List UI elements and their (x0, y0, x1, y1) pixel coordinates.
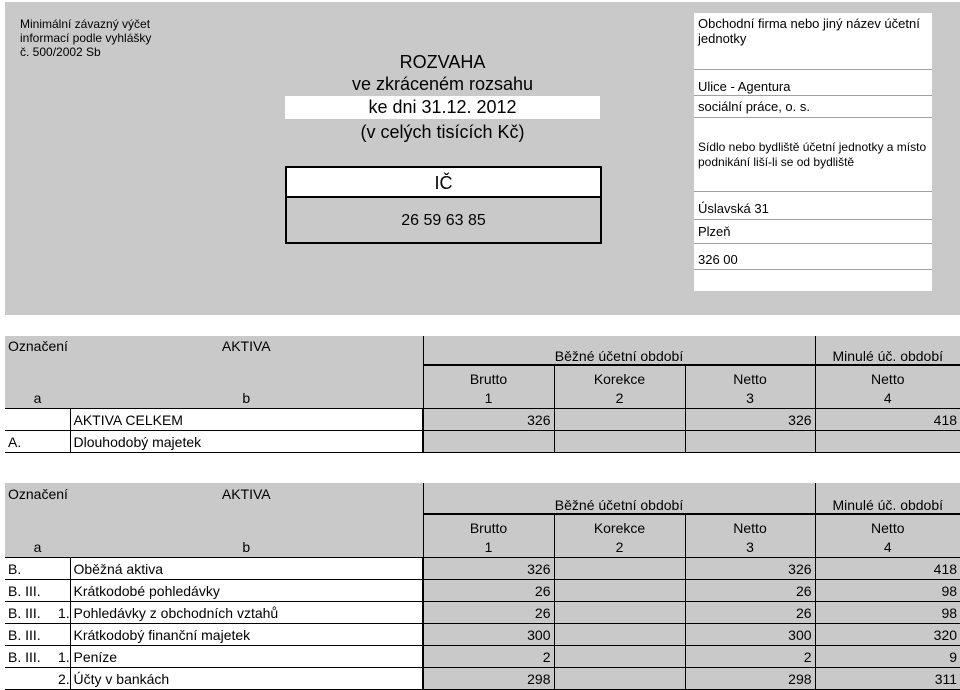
row-sub (55, 624, 70, 646)
row-code: B. III. (5, 646, 55, 668)
row-sub: 1. (55, 646, 70, 668)
col-netto: Netto (685, 365, 815, 387)
row-code: B. III. (5, 624, 55, 646)
col-b: b (70, 536, 423, 558)
row-korekce (554, 646, 685, 668)
balance-date: ke dni 31.12. 2012 (285, 96, 600, 119)
col-oznaceni: Označení (8, 486, 68, 502)
row-minule: 98 (815, 602, 960, 624)
col-korekce: Korekce (554, 365, 685, 387)
col-aktiva: AKTIVA (221, 486, 271, 502)
row-minule: 418 (815, 409, 960, 431)
col-2: 2 (554, 387, 685, 409)
legal-note-line: informací podle vyhlášky (20, 31, 152, 45)
col-3: 3 (685, 387, 815, 409)
table-row (5, 602, 960, 624)
row-netto: 26 (685, 602, 815, 624)
row-minule: 9 (815, 646, 960, 668)
row-label: AKTIVA CELKEM (70, 409, 423, 431)
col-aktiva: AKTIVA (221, 338, 271, 354)
col-oznaceni: Označení (8, 338, 68, 354)
row-code: B. III. (5, 602, 55, 624)
row-label: Peníze (70, 646, 423, 668)
col-minule: Minulé úč. období (815, 336, 960, 365)
row-brutto: 298 (423, 668, 554, 690)
row-label: Účty v bankách (70, 668, 423, 690)
row-korekce (554, 409, 685, 431)
row-minule: 98 (815, 580, 960, 602)
col-brutto: Brutto (423, 365, 554, 387)
row-sub: 1. (55, 602, 70, 624)
table-row (5, 646, 960, 668)
row-brutto: 326 (423, 558, 554, 580)
ic-value-box (285, 196, 602, 244)
row-label: Oběžná aktiva (70, 558, 423, 580)
assets-table-1 (5, 336, 960, 453)
col-netto-prev: Netto (815, 365, 960, 387)
col-1: 1 (423, 387, 554, 409)
table-row (5, 624, 960, 646)
company-name-line2: sociální práce, o. s. (698, 99, 810, 114)
row-korekce (554, 431, 685, 453)
row-brutto: 26 (423, 602, 554, 624)
col-bezne: Běžné účetní období (423, 336, 815, 365)
col-2: 2 (554, 536, 685, 558)
row-korekce (554, 602, 685, 624)
col-minule: Minulé úč. období (815, 483, 960, 514)
table-row (5, 431, 960, 453)
row-korekce (554, 624, 685, 646)
legal-note (20, 17, 170, 59)
row-sub (55, 558, 70, 580)
units-note: (v celých tisících Kč) (360, 122, 525, 142)
row-label: Pohledávky z obchodních vztahů (70, 602, 423, 624)
row-brutto: 2 (423, 646, 554, 668)
col-4: 4 (815, 536, 960, 558)
row-code: B. (5, 558, 55, 580)
row-sub (55, 580, 70, 602)
row-netto: 326 (685, 558, 815, 580)
col-1: 1 (423, 536, 554, 558)
row-minule: 311 (815, 668, 960, 690)
col-3: 3 (685, 536, 815, 558)
row-netto: 300 (685, 624, 815, 646)
row-minule: 418 (815, 558, 960, 580)
row-minule (815, 431, 960, 453)
row-label: Dlouhodobý majetek (70, 431, 423, 453)
table-row (5, 558, 960, 580)
ic-label-box (285, 166, 602, 198)
assets-table-2 (5, 483, 960, 690)
row-label: Krátkodobý finanční majetek (70, 624, 423, 646)
col-b: b (70, 387, 423, 409)
company-name-label: Obchodní firma nebo jiný název účetní jednotky (698, 16, 920, 46)
row-korekce (554, 558, 685, 580)
row-brutto (423, 431, 554, 453)
row-label: Krátkodobé pohledávky (70, 580, 423, 602)
company-name-line1: Ulice - Agentura (698, 79, 791, 94)
col-korekce: Korekce (554, 514, 685, 536)
address-label: Sídlo nebo bydliště účetní jednotky a místo podnikání liší-li se od bydliště (698, 140, 927, 169)
col-4: 4 (815, 387, 960, 409)
row-brutto: 26 (423, 580, 554, 602)
row-netto: 326 (685, 409, 815, 431)
col-netto: Netto (685, 514, 815, 536)
col-bezne: Běžné účetní období (423, 483, 815, 514)
address-city: Plzeň (698, 224, 731, 239)
row-korekce (554, 668, 685, 690)
ic-label: IČ (434, 173, 453, 193)
col-a: a (5, 387, 70, 409)
row-code (5, 668, 55, 690)
row-sub: 2. (55, 668, 70, 690)
address-zip: 326 00 (698, 252, 738, 267)
row-netto (685, 431, 815, 453)
row-netto: 2 (685, 646, 815, 668)
col-netto-prev: Netto (815, 514, 960, 536)
row-minule: 320 (815, 624, 960, 646)
col-brutto: Brutto (423, 514, 554, 536)
table-row (5, 409, 960, 431)
row-netto: 298 (685, 668, 815, 690)
address-street: Úslavská 31 (698, 201, 769, 216)
table-row (5, 668, 960, 690)
row-brutto: 300 (423, 624, 554, 646)
row-code (5, 409, 70, 431)
row-brutto: 326 (423, 409, 554, 431)
row-code: B. III. (5, 580, 55, 602)
document-subtitle: ve zkráceném rozsahu (351, 74, 534, 94)
row-netto: 26 (685, 580, 815, 602)
row-korekce (554, 580, 685, 602)
ic-value: 26 59 63 85 (401, 212, 486, 229)
company-panel (694, 13, 932, 291)
row-code: A. (5, 431, 70, 453)
table-row (5, 580, 960, 602)
col-a: a (5, 536, 70, 558)
legal-note-line: č. 500/2002 Sb (20, 45, 101, 59)
legal-note-line: Minimální závazný výčet (20, 17, 151, 31)
document-title: ROZVAHA (399, 52, 486, 72)
